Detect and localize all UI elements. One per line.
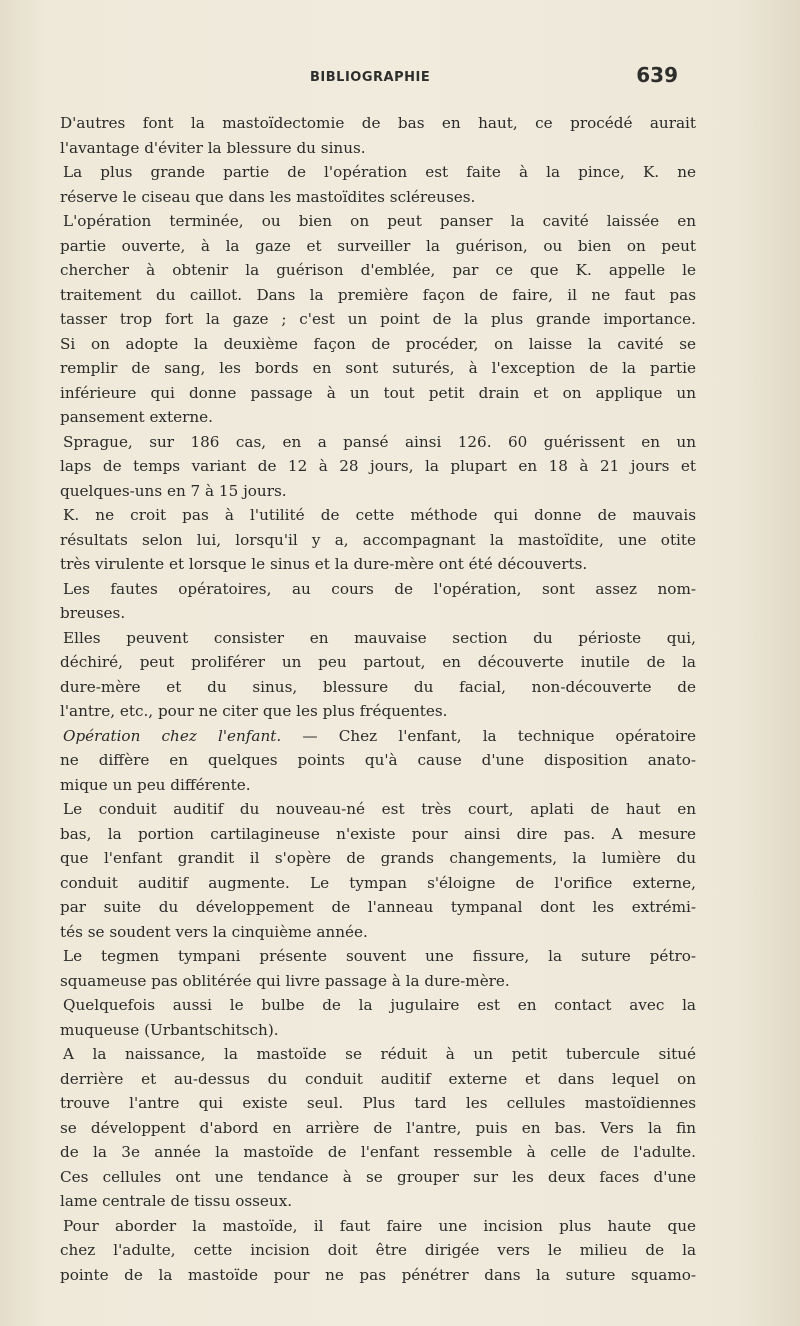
- text-line: dure-mère et du sinus, blessure du facial, non-découverte de: [60, 677, 696, 696]
- text-line: que l'enfant grandit il s'opère de grands changements, la lumière du: [60, 849, 696, 867]
- text-line: Ces cellules ont une tendance à se grouper sur les deux faces d'une: [60, 1167, 696, 1186]
- text-line: lame centrale de tissu osseux.: [60, 1192, 293, 1210]
- text-line: Les fautes opératoires, au cours de l'opération, sont assez nom-: [63, 579, 696, 598]
- text-line: derrière et au-dessus du conduit auditif externe et dans lequel on: [60, 1069, 696, 1088]
- text-line: Le conduit auditif du nouveau-né est très court, aplati de haut en: [63, 800, 696, 818]
- text-line: tés se soudent vers la cinquième année.: [60, 922, 368, 941]
- text-line: breuses.: [60, 604, 126, 622]
- text-line: Elles peuvent consister en mauvaise section du périoste qui,: [63, 628, 696, 647]
- text-line: résultats selon lui, lorsqu'il y a, accompagnant la mastoïdite, une otite: [60, 530, 696, 549]
- text-line: mique un peu différente.: [60, 775, 251, 794]
- text-line: muqueuse (Urbantschitsch).: [60, 1020, 279, 1039]
- text-line: K. ne croit pas à l'utilité de cette méthode qui donne de mauvais: [63, 506, 696, 524]
- text-line: réserve le ciseau que dans les mastoïdites scléreuses.: [60, 187, 476, 206]
- text-line: de la 3e année la mastoïde de l'enfant ressemble à celle de l'adulte.: [60, 1143, 696, 1161]
- text-line: squameuse pas oblitérée qui livre passage à la dure-mère.: [60, 971, 510, 990]
- text-line: La plus grande partie de l'opération est faite à la pince, K. ne: [63, 163, 696, 181]
- text-line: chez l'adulte, cette incision doit être dirigée vers le milieu de la: [60, 1241, 696, 1259]
- body-text: [60, 111, 696, 1287]
- text-line: Quelquefois aussi le bulbe de la jugulaire est en contact avec la: [63, 996, 696, 1014]
- text-line: A la naissance, la mastoïde se réduit à un petit tubercule situé: [63, 1045, 696, 1063]
- text-line: inférieure qui donne passage à un tout petit drain et on applique un: [60, 383, 696, 402]
- text-line: pointe de la mastoïde pour ne pas pénétrer dans la suture squamo-: [60, 1265, 696, 1284]
- section-heading: Opération chez l'enfant.: [63, 726, 282, 745]
- text-line: l'antre, etc., pour ne citer que les plus fréquentes.: [60, 702, 448, 720]
- text-line: Si on adopte la deuxième façon de procéder, on laisse la cavité se: [60, 334, 696, 353]
- text-line: chercher à obtenir la guérison d'emblée, par ce que K. appelle le: [60, 261, 696, 279]
- text-line: [60, 724, 696, 749]
- text-line: Pour aborder la mastoïde, il faut faire une incision plus haute que: [63, 1216, 696, 1235]
- running-title: BIBLIOGRAPHIE: [310, 70, 431, 85]
- text-line: ne diffère en quelques points qu'à cause d'une disposition anato-: [60, 751, 696, 769]
- text-line: pansement externe.: [60, 408, 213, 426]
- text-line: tasser trop fort la gaze ; c'est un point de la plus grande importance.: [60, 310, 696, 328]
- text-line: déchiré, peut proliférer un peu partout, en découverte inutile de la: [60, 653, 696, 671]
- text-line: remplir de sang, les bords en sont suturés, à l'exception de la partie: [60, 359, 696, 377]
- text-line: se développent d'abord en arrière de l'antre, puis en bas. Vers la fin: [60, 1118, 696, 1137]
- text-line: L'opération terminée, ou bien on peut panser la cavité laissée en: [63, 212, 696, 230]
- text-line: conduit auditif augmente. Le tympan s'éloigne de l'orifice externe,: [60, 873, 696, 892]
- page-number: 639: [636, 63, 678, 87]
- text-line: quelques-uns en 7 à 15 jours.: [60, 481, 287, 500]
- text-line: D'autres font la mastoïdectomie de bas en haut, ce procédé aurait: [60, 114, 696, 132]
- text-line: l'avantage d'éviter la blessure du sinus.: [60, 138, 366, 157]
- text-line: traitement du caillot. Dans la première façon de faire, il ne faut pas: [60, 285, 696, 304]
- text-line: Sprague, sur 186 cas, en a pansé ainsi 126. 60 guérissent en un: [63, 432, 696, 451]
- text-line: trouve l'antre qui existe seul. Plus tard les cellules mastoïdiennes: [60, 1094, 696, 1112]
- text-line: Le tegmen tympani présente souvent une fissure, la suture pétro-: [63, 947, 696, 965]
- text-line: laps de temps variant de 12 à 28 jours, la plupart en 18 à 21 jours et: [60, 457, 696, 475]
- page-header: [60, 62, 678, 92]
- text-line: par suite du développement de l'anneau tympanal dont les extrémi-: [60, 898, 696, 916]
- text-line: partie ouverte, à la gaze et surveiller la guérison, ou bien on peut: [60, 236, 696, 255]
- text-line: très virulente et lorsque le sinus et la dure-mère ont été découverts.: [60, 555, 588, 573]
- text-line: bas, la portion cartilagineuse n'existe pour ainsi dire pas. A mesure: [60, 824, 696, 843]
- text-line-content: — Chez l'enfant, la technique opératoire: [302, 726, 696, 745]
